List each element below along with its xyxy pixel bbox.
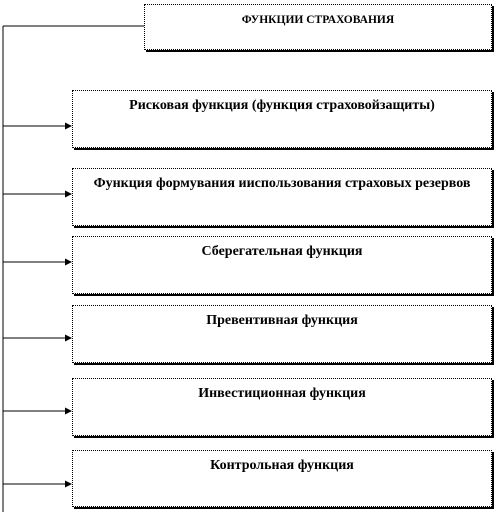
function-box-control [72,450,492,507]
function-box-investment [72,378,492,436]
function-label-reserves: Функция формувания ииспользования страховых резервов [93,176,471,191]
function-label-savings: Сберегательная функция [201,244,363,259]
function-box-savings [72,236,492,294]
function-box-risk [72,90,492,148]
diagram-title-box [144,4,492,50]
function-label-preventive: Превентивная функция [206,313,358,328]
function-box-reserves [72,168,492,226]
function-label-risk: Рисковая функция (функция страховойзащиты) [129,98,435,113]
function-label-control: Контрольная функция [210,458,354,473]
function-box-preventive [72,305,492,363]
function-label-investment: Инвестиционная функция [198,386,366,401]
diagram-title: ФУНКЦИИ СТРАХОВАНИЯ [241,14,395,26]
